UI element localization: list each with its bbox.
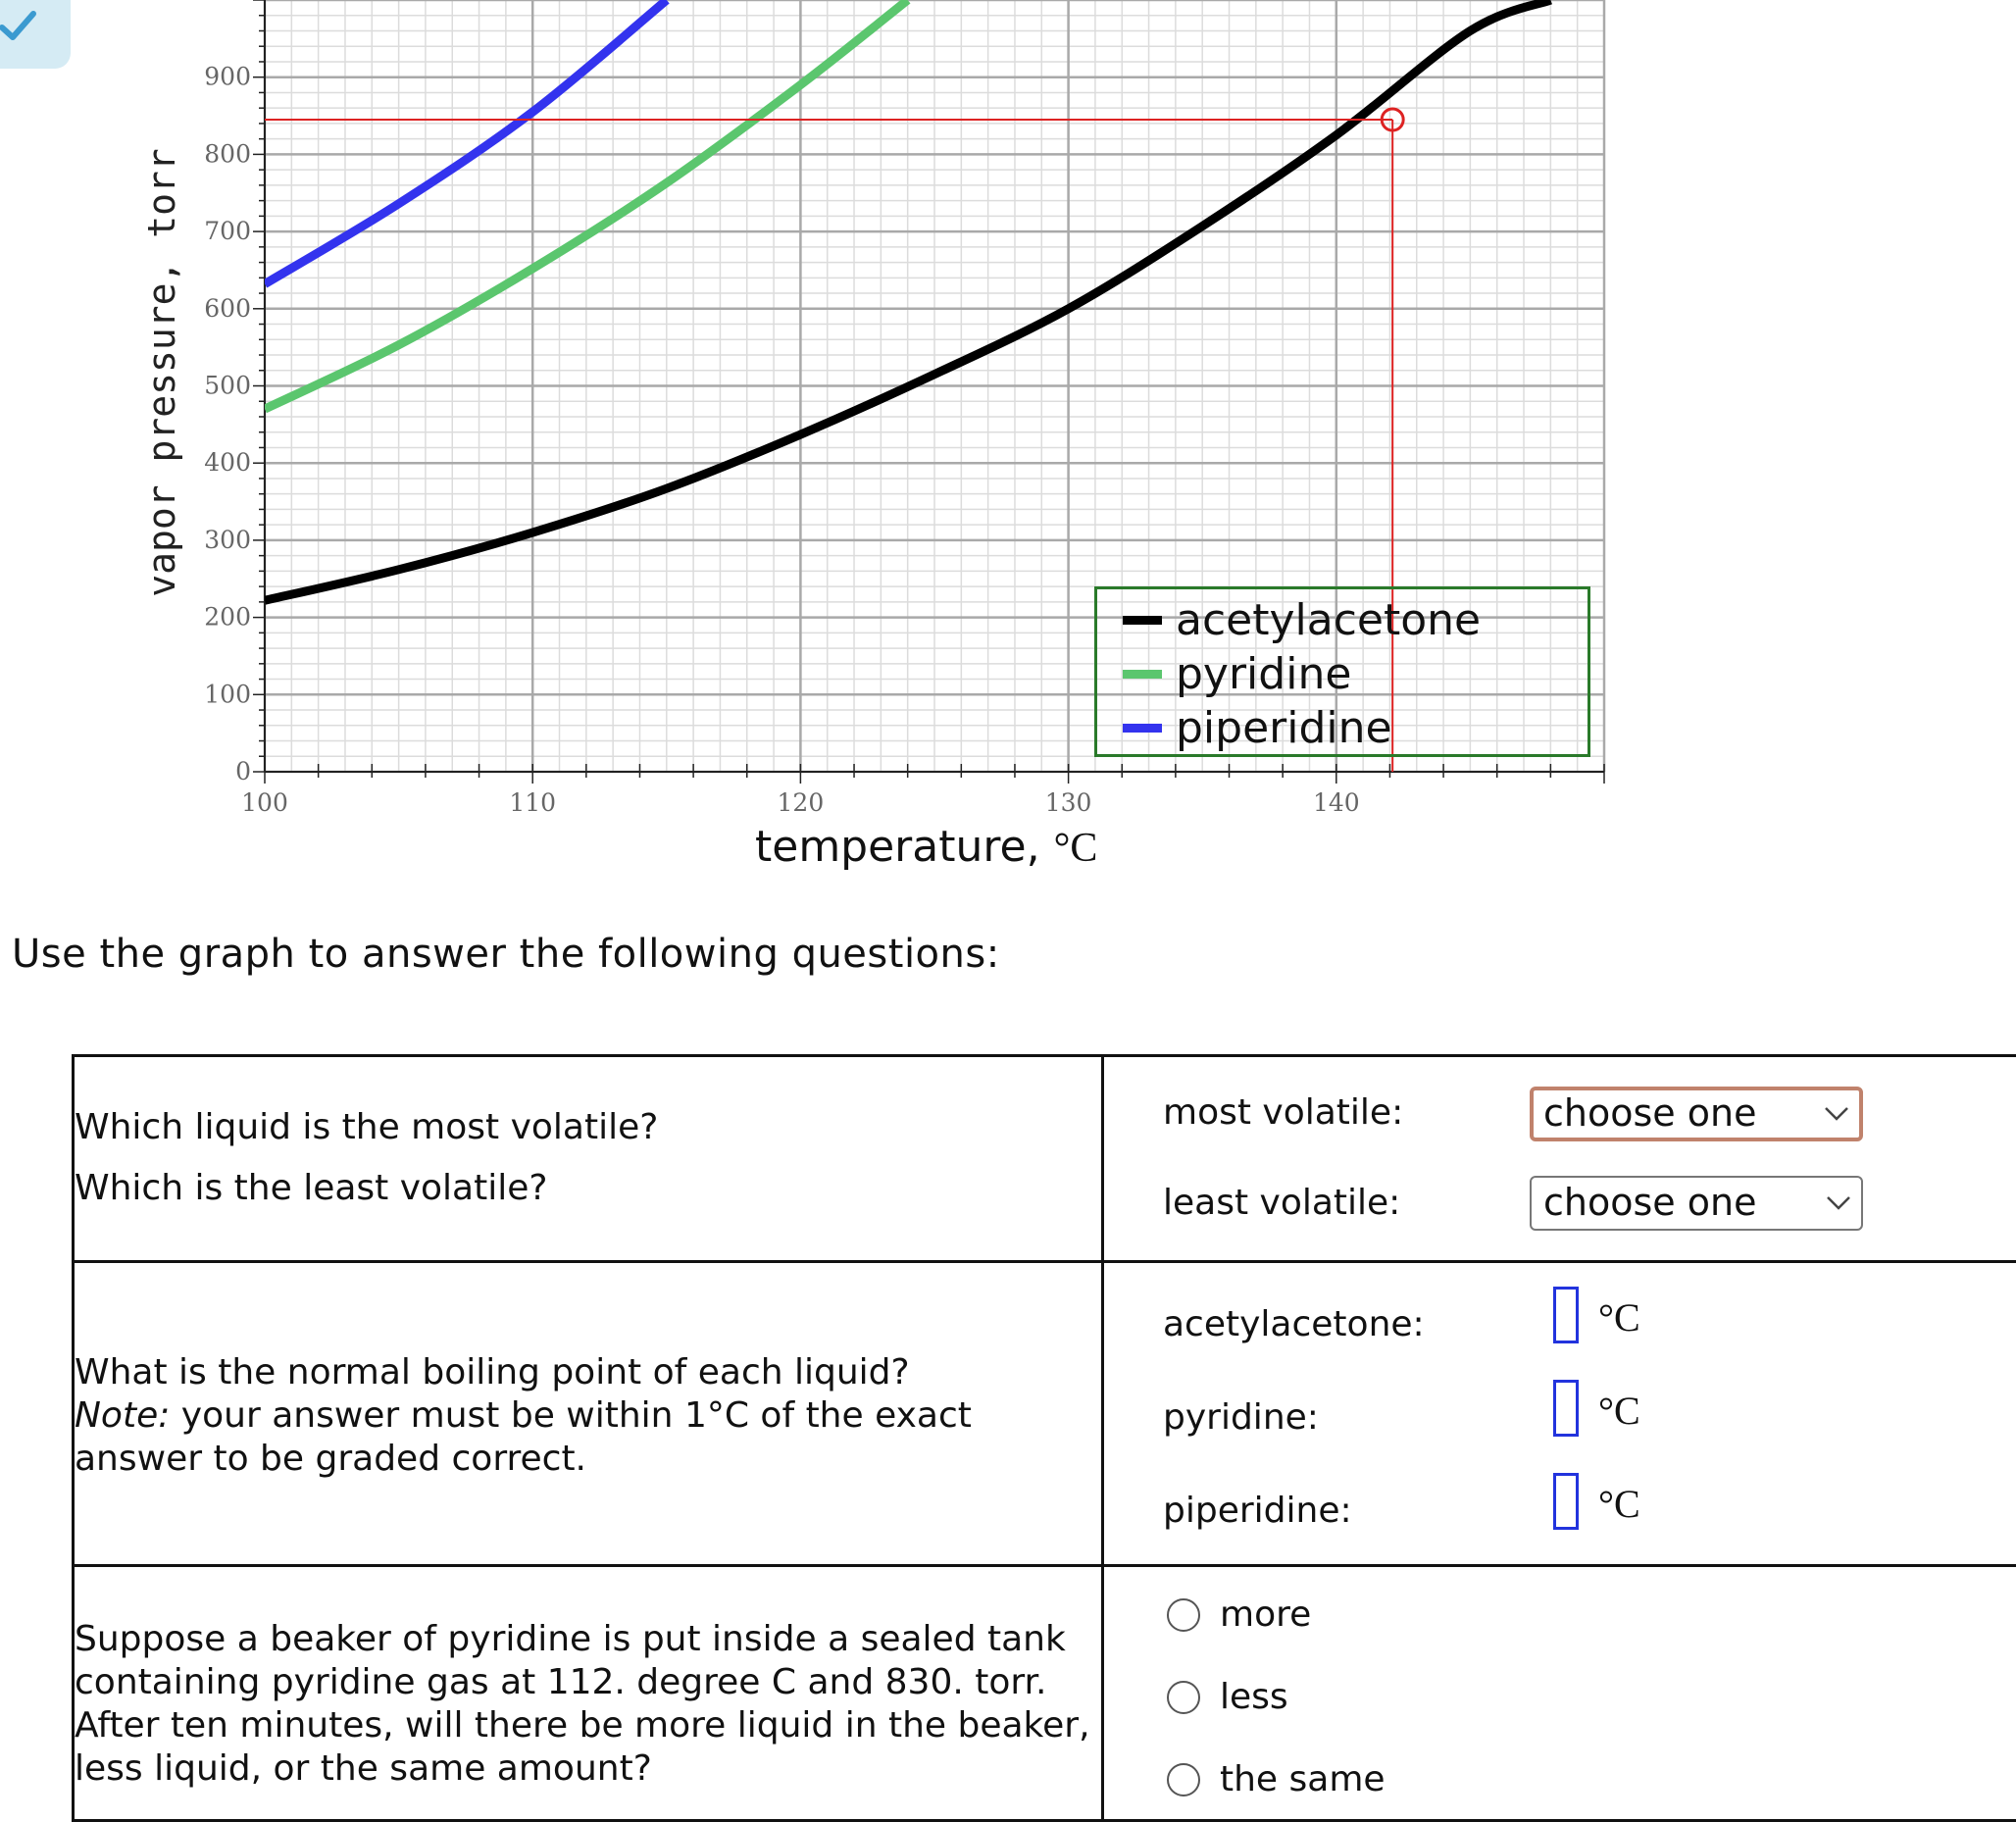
chevron-down-icon — [1826, 1195, 1851, 1211]
radio-option-the-same[interactable] — [1167, 1759, 1386, 1799]
series-line-piperidine — [265, 0, 667, 284]
y-tick-label: 600 — [204, 294, 251, 323]
instructions-text: Use the graph to answer the following questions: — [12, 932, 1000, 977]
legend-item-pyridine — [1097, 647, 1588, 701]
boiling-point-question-text: What is the normal boiling point of each liquid? — [75, 1352, 910, 1392]
y-tick-label: 800 — [204, 139, 251, 168]
chevron-down-icon — [1824, 1106, 1849, 1122]
answer-cell-volatility — [1103, 1056, 2016, 1262]
question-row-boiling-point — [74, 1262, 2016, 1566]
legend-item-piperidine — [1097, 701, 1588, 755]
y-tick-label: 0 — [235, 757, 251, 785]
boiling-point-question — [75, 1351, 1101, 1481]
legend-item-acetylacetone — [1097, 593, 1588, 647]
radio-option-less[interactable] — [1167, 1677, 1288, 1717]
x-tick-label: 100 — [241, 788, 288, 817]
answer-cell-beaker — [1103, 1566, 2016, 1821]
y-tick-label: 100 — [204, 680, 251, 708]
beaker-question-text: Suppose a beaker of pyridine is put inside a sealed tank containing pyridine gas at 112. degree C and 830. torr. After ten minutes, will there be more liquid in the beaker, less liquid, or the same amount? — [75, 1618, 1101, 1791]
legend-swatch-acetylacetone — [1123, 616, 1162, 625]
question-cell-boiling-point — [74, 1262, 1103, 1566]
x-axis-label-text: temperature, — [755, 822, 1040, 872]
pyridine-bp-label: pyridine: — [1163, 1397, 1319, 1438]
note-text: your answer must be within 1°C of the exact answer to be graded correct. — [75, 1395, 972, 1479]
x-axis-unit: °C — [1054, 826, 1098, 871]
x-tick-label: 120 — [778, 788, 825, 817]
pyridine-bp-input[interactable] — [1553, 1380, 1579, 1437]
question-cell-volatility — [74, 1056, 1103, 1262]
least-volatile-select[interactable] — [1530, 1176, 1863, 1231]
legend-label-piperidine: piperidine — [1176, 703, 1392, 753]
acetylacetone-bp-label: acetylacetone: — [1163, 1304, 1425, 1344]
question-row-volatility — [74, 1056, 2016, 1262]
acetylacetone-bp-input[interactable] — [1553, 1287, 1579, 1343]
answer-cell-boiling-point — [1103, 1262, 2016, 1566]
y-axis-label: vapor pressure, torr — [140, 148, 183, 597]
x-tick-label: 140 — [1313, 788, 1360, 817]
x-axis-label — [755, 822, 1097, 872]
x-tick-label: 130 — [1045, 788, 1092, 817]
y-tick-label: 400 — [204, 448, 251, 477]
radio-label-the-same: the same — [1220, 1759, 1386, 1799]
radio-option-more[interactable] — [1167, 1594, 1311, 1635]
question-text-most-volatile: Which liquid is the most volatile? — [75, 1106, 1101, 1149]
piperidine-bp-input[interactable] — [1553, 1473, 1579, 1530]
x-tick-label: 110 — [509, 788, 556, 817]
pyridine-bp-unit: °C — [1598, 1388, 1640, 1434]
radio-button[interactable] — [1167, 1763, 1200, 1797]
question-text-least-volatile: Which is the least volatile? — [75, 1167, 1101, 1210]
questions-table — [72, 1054, 2016, 1822]
least-volatile-label: least volatile: — [1163, 1183, 1400, 1223]
y-tick-label: 900 — [204, 63, 251, 91]
acetylacetone-bp-unit: °C — [1598, 1294, 1640, 1341]
y-tick-label: 700 — [204, 217, 251, 245]
y-tick-label: 200 — [204, 603, 251, 632]
legend-label-pyridine: pyridine — [1176, 649, 1351, 699]
radio-button[interactable] — [1167, 1681, 1200, 1714]
radio-button[interactable] — [1167, 1598, 1200, 1632]
legend-swatch-piperidine — [1123, 724, 1162, 733]
y-tick-label: 500 — [204, 372, 251, 400]
most-volatile-select-value: choose one — [1543, 1091, 1756, 1135]
legend-label-acetylacetone: acetylacetone — [1176, 595, 1481, 645]
vapor-pressure-chart — [0, 0, 2016, 883]
piperidine-bp-label: piperidine: — [1163, 1491, 1352, 1531]
note-label: Note: — [75, 1395, 170, 1436]
radio-label-less: less — [1220, 1677, 1288, 1717]
piperidine-bp-unit: °C — [1598, 1481, 1640, 1527]
chart-legend — [1094, 586, 1590, 757]
radio-label-more: more — [1220, 1594, 1311, 1635]
question-row-beaker — [74, 1566, 2016, 1821]
question-cell-beaker — [74, 1566, 1103, 1821]
legend-swatch-pyridine — [1123, 670, 1162, 679]
y-tick-label: 300 — [204, 526, 251, 554]
most-volatile-select[interactable] — [1530, 1087, 1863, 1141]
least-volatile-select-value: choose one — [1543, 1181, 1756, 1224]
most-volatile-label: most volatile: — [1163, 1092, 1403, 1133]
